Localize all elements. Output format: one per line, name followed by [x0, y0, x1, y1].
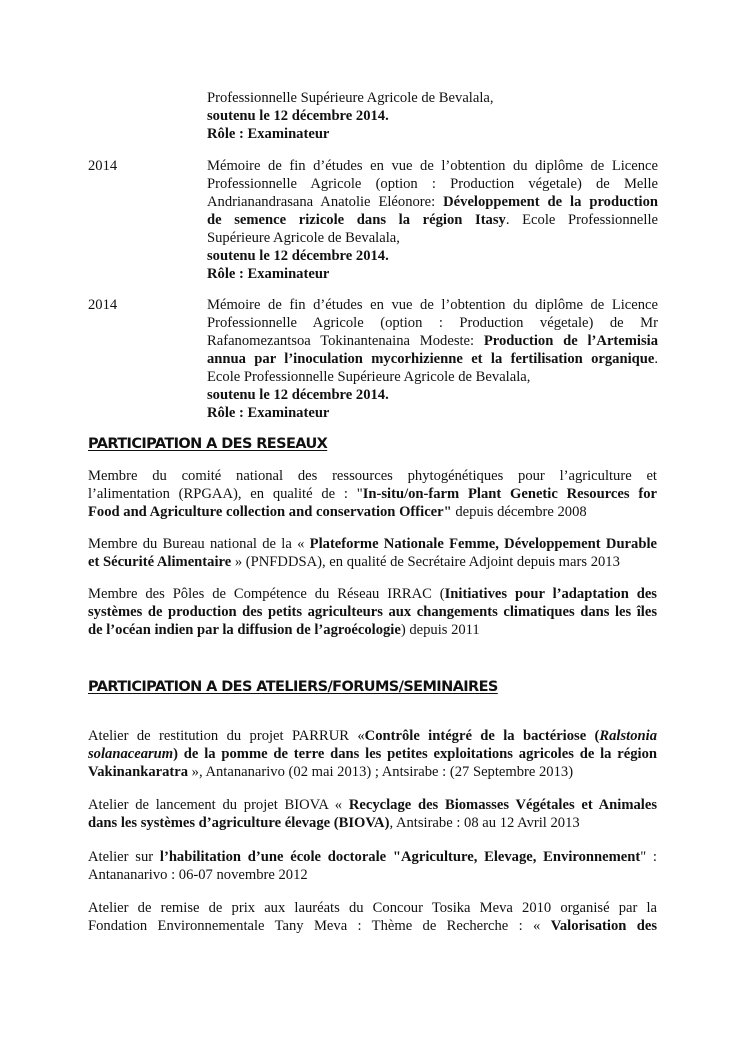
entry-defense-date: soutenu le 12 décembre 2014. [207, 108, 389, 124]
entry-text: annua par l’inoculation mycorhizienne et la fertilisation organique. [207, 351, 658, 367]
entry-defense-date: soutenu le 12 décembre 2014. [207, 387, 389, 403]
entry-role: Rôle : Examinateur [207, 266, 330, 282]
entry-role: Rôle : Examinateur [207, 126, 330, 142]
entry-year: 2014 [88, 158, 118, 174]
entry-text: Supérieure Agricole de Bevalala, [207, 230, 400, 246]
entry-text: Professionnelle Agricole (option : Production végetale) de Mr [207, 315, 658, 331]
entry-year: 2014 [88, 297, 118, 313]
cv-entry [88, 157, 658, 283]
workshop-paragraph: Atelier de remise de prix aux lauréats du Concour Tosika Meva 2010 organisé par la Fondation Environnementale Tany Meva : Thème de Recherche : « Valorisation des [88, 900, 658, 934]
entry-text: Ecole Professionnelle Supérieure Agricole de Bevalala, [207, 369, 531, 385]
section-heading-reseaux: PARTICIPATION A DES RESEAUX [88, 436, 328, 452]
entry-text: de semence rizicole dans la région Itasy. Ecole Professionnelle [207, 212, 658, 228]
network-paragraph: Membre du Bureau national de la « Plateforme Nationale Femme, Développement Durable et Sécurité Alimentaire » (PNFDDSA), en qualité de Secrétaire Adjoint depuis mars 2013 [88, 536, 657, 570]
section-heading-ateliers: PARTICIPATION A DES ATELIERS/FORUMS/SEMINAIRES [88, 679, 498, 695]
network-paragraph: Membre des Pôles de Compétence du Réseau IRRAC (Initiatives pour l’adaptation des systèmes de production des petits agriculteurs aux changements climatiques dans les îles de l’océan indien par la diffusion de l’agroécologie) depuis 2011 [88, 586, 657, 638]
workshop-paragraph: Atelier de lancement du projet BIOVA « Recyclage des Biomasses Végétales et Animales dans les systèmes d’agriculture élevage (BIOVA), Antsirabe : 08 au 12 Avril 2013 [88, 797, 658, 831]
entry-text: Mémoire de fin d’études en vue de l’obtention du diplôme de Licence [207, 158, 658, 174]
entry-text: Mémoire de fin d’études en vue de l’obtention du diplôme de Licence [207, 297, 658, 313]
entry-text: Professionnelle Supérieure Agricole de Bevalala, [207, 90, 494, 106]
entry-text: Andrianandrasana Anatolie Eléonore: Développement de la production [207, 194, 658, 210]
network-paragraph: Membre du comité national des ressources phytogénétiques pour l’agriculture et l’alimentation (RPGAA), en qualité de : "In-situ/on-farm Plant Genetic Resources for Food and Agriculture collection and conservation Officer" depuis décembre 2008 [88, 468, 657, 520]
workshop-paragraph: Atelier sur l’habilitation d’une école doctorale "Agriculture, Elevage, Environnement" : Antananarivo : 06-07 novembre 2012 [88, 849, 657, 883]
entry-role: Rôle : Examinateur [207, 405, 330, 421]
cv-entry [88, 296, 658, 422]
cv-entry-continued [88, 89, 658, 143]
workshop-paragraph: Atelier de restitution du projet PARRUR «Contrôle intégré de la bactériose (Ralstonia solanacearum) de la pomme de terre dans les petites exploitations agricoles de la région Vakinankaratra », Antananarivo (02 mai 2013) ; Antsirabe : (27 Septembre 2013) [88, 728, 657, 780]
entry-text: Rafanomezantsoa Tokinantenaina Modeste: Production de l’Artemisia [207, 333, 658, 349]
entry-defense-date: soutenu le 12 décembre 2014. [207, 248, 389, 264]
entry-text: Professionnelle Agricole (option : Production végetale) de Melle [207, 176, 658, 192]
